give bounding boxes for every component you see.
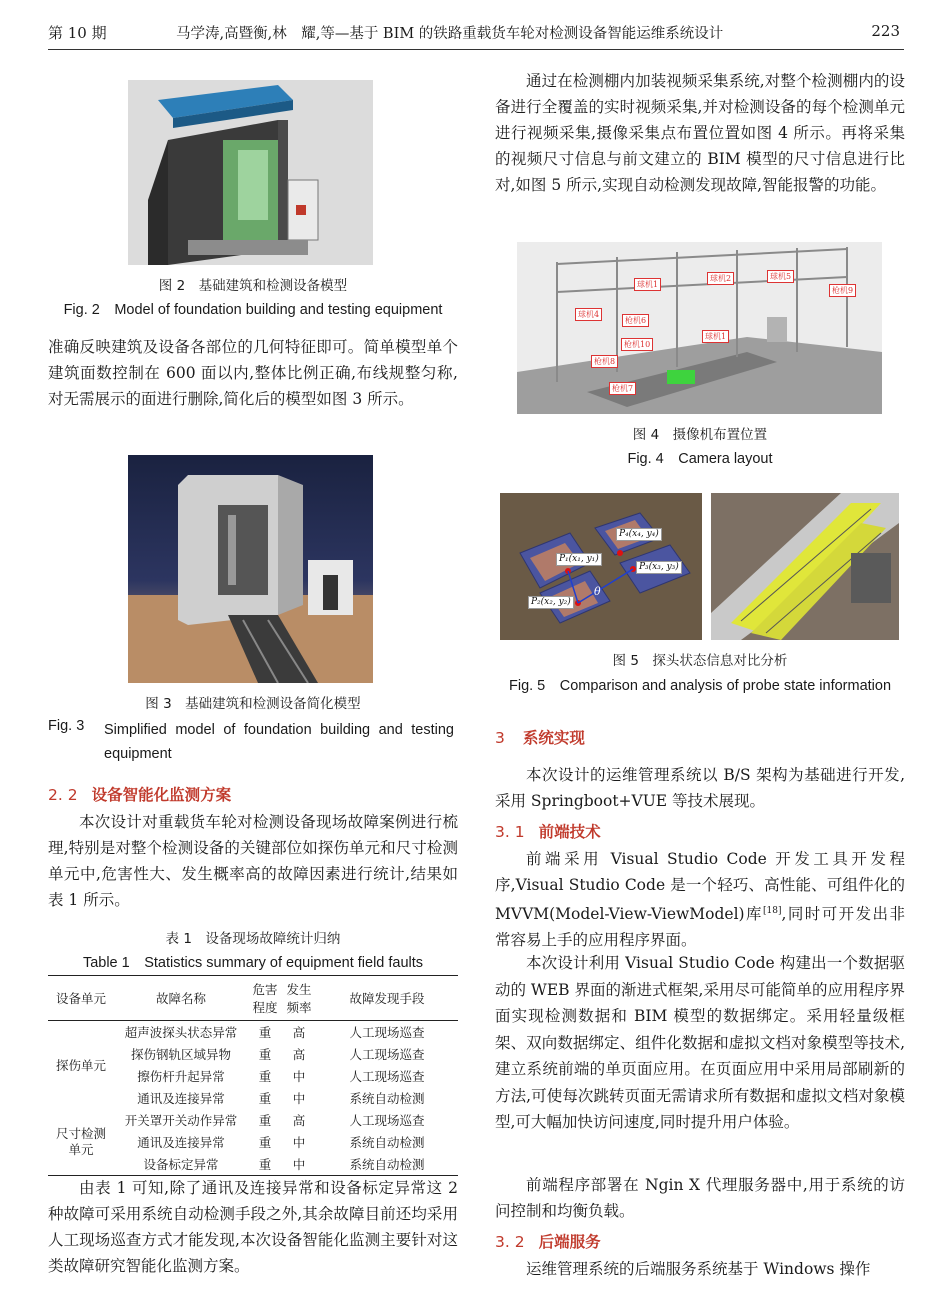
- figure-3-caption-cn: 图 3 基础建筑和检测设备简化模型: [145, 696, 361, 712]
- section-title: 后端服务: [538, 1233, 601, 1251]
- paragraph-3-1b: 本次设计利用 Visual Studio Code 构建出一个数据驱动的 WEB 界面的渐进式框架,采用尽可能简单的应用程序界面实现检测数据和 BIM 模型的数据绑定。采用轻量级框架、双向数据绑定、组件化数据和虚拟文档对象模型等技术,建立系统前端的单页面应用。在页面应用中采用局部刷新的方法,可使每次跳转页面无需请求所有数据和虚拟文档对象模型,可大幅加快访问速度,同时提升用户体验。: [495, 954, 905, 1131]
- section-number: 3. 1: [495, 823, 525, 841]
- table-cell: 重: [258, 1069, 272, 1084]
- table-cell: 人工现场巡查: [349, 1113, 425, 1128]
- table-1-caption-en: Table 1 Statistics summary of equipment field faults: [82, 955, 424, 971]
- table-cell: 探伤钢轨区域异物: [130, 1047, 231, 1062]
- page-number: 223: [871, 22, 900, 40]
- paragraph-3: 本次设计的运维管理系统以 B/S 架构为基础进行开发,采用 Springboot+VUE 等技术展现。: [495, 766, 905, 810]
- camera-label: 枪机8: [591, 355, 618, 368]
- table-cell: 开关罩开关动作异常: [124, 1113, 238, 1128]
- camera-label: 枪机9: [829, 284, 856, 297]
- camera-label: 球机4: [575, 308, 602, 321]
- camera-label: 球机5: [767, 270, 794, 283]
- paragraph-text: 前端采用 Visual Studio Code 开发工具开发程序,Visual Studio Code 是一个轻巧、高性能、可组件化的 MVVM(Model-View-ViewModel)库: [495, 850, 905, 924]
- table-header-cell: 设备单元: [55, 991, 106, 1006]
- camera-layout-illustration: [517, 242, 882, 414]
- camera-label: 球机1: [702, 330, 729, 343]
- camera-label: 枪机10: [621, 338, 653, 351]
- paragraph-simplification: 准确反映建筑及设备各部位的几何特征即可。简单模型单个建筑面数控制在 600 面以内,整体比例正确,布线规整匀称,对无需展示的面进行删除,简化后的模型如图 3 所示。: [48, 338, 458, 408]
- section-3-1-heading: [495, 820, 601, 842]
- table-cell-unit: 尺寸检测单元: [56, 1126, 107, 1157]
- table-row: [48, 1109, 458, 1131]
- table-cell: 系统自动检测: [349, 1135, 425, 1150]
- camera-label: 球机1: [634, 278, 661, 291]
- table-cell: 重: [258, 1025, 272, 1040]
- table-cell-unit: 探伤单元: [55, 1058, 106, 1073]
- section-number: 3: [495, 729, 505, 747]
- table-cell: 设备标定异常: [143, 1157, 219, 1172]
- table-cell: 系统自动检测: [349, 1157, 425, 1172]
- table-cell: 重: [258, 1135, 272, 1150]
- table-cell: 通讯及连接异常: [137, 1091, 225, 1106]
- figure-2-caption-cn: 图 2 基础建筑和检测设备模型: [158, 278, 348, 294]
- running-title: 马学涛,高暨衡,林 耀,等—基于 BIM 的铁路重载货车轮对检测设备智能运维系统设计: [176, 26, 724, 42]
- table-cell: 中: [292, 1157, 306, 1172]
- table-cell: 人工现场巡查: [349, 1025, 425, 1040]
- table-cell: 中: [292, 1135, 306, 1150]
- probe-point-label: P₄(x₄, y₄): [616, 528, 662, 541]
- table-cell: 重: [258, 1157, 272, 1172]
- table-cell: 超声波探头状态异常: [124, 1025, 238, 1040]
- table-cell: 擦伤杆升起异常: [137, 1069, 225, 1084]
- figure-5-right-image: [711, 493, 899, 640]
- table-cell: 系统自动检测: [349, 1091, 425, 1106]
- table-header-cell: 故障发现手段: [349, 991, 425, 1006]
- section-title: 设备智能化监测方案: [91, 786, 232, 804]
- table-cell: 人工现场巡查: [349, 1069, 425, 1084]
- rail-comparison-illustration: [711, 493, 899, 640]
- table-row: [48, 1021, 458, 1044]
- table-cell: 重: [258, 1047, 272, 1062]
- table-1-caption-cn: 表 1 设备现场故障统计归纳: [165, 931, 341, 947]
- table-header-cell: 危害程度: [252, 982, 278, 1015]
- paragraph-video-collection: 通过在检测棚内加装视频采集系统,对整个检测棚内的设备进行全覆盖的实时视频采集,并对检测设备的每个检测单元进行视频采集,摄像采集点布置位置如图 4 所示。再将采集的视频尺寸信息与前文建立的 BIM 模型的尺寸信息进行比对,如图 5 所示,实现自动检测发现故障,智能报警的功能。: [495, 72, 905, 194]
- table-header-cell: 故障名称: [155, 991, 206, 1006]
- figure-3-caption-en-label: Fig. 3: [48, 718, 85, 734]
- paragraph-3-2: 运维管理系统的后端服务系统基于 Windows 操作: [526, 1260, 871, 1278]
- table-cell: 人工现场巡查: [349, 1047, 425, 1062]
- section-3-heading: [495, 726, 585, 748]
- figure-5-caption-en: Fig. 5 Comparison and analysis of probe state information: [508, 678, 892, 694]
- figure-4-caption-cn: 图 4 摄像机布置位置: [632, 427, 768, 443]
- table-header-row: [48, 976, 458, 1021]
- figure-2-caption-en: Fig. 2 Model of foundation building and testing equipment: [63, 302, 443, 318]
- header-rule: [48, 49, 904, 50]
- fault-statistics-table: [48, 975, 458, 1176]
- table-cell: 重: [258, 1113, 272, 1128]
- figure-4-image: [517, 242, 882, 414]
- section-3-2-heading: [495, 1230, 601, 1252]
- building-model-illustration: [128, 80, 373, 265]
- section-title: 系统实现: [522, 729, 585, 747]
- figure-4-caption-en: Fig. 4 Camera layout: [627, 451, 773, 467]
- running-header: [48, 22, 902, 46]
- section-number: 3. 2: [495, 1233, 525, 1251]
- section-title: 前端技术: [538, 823, 601, 841]
- section-2-2-heading: [48, 783, 231, 805]
- figure-5-caption-cn: 图 5 探头状态信息对比分析: [612, 653, 788, 669]
- issue-number: 第 10 期: [48, 24, 107, 42]
- table-cell: 高: [292, 1113, 306, 1128]
- paragraph-text: ,同时可开发出非常容易上手的应用程序界面。: [495, 905, 905, 950]
- camera-label: 枪机6: [622, 314, 649, 327]
- paragraph-3-1a: [495, 846, 905, 953]
- camera-label: 枪机7: [609, 382, 636, 395]
- probe-point-label: P₂(x₂, y₂): [528, 596, 574, 609]
- probe-point-label: P₃(x₃, y₃): [636, 561, 682, 574]
- table-cell: 高: [292, 1047, 306, 1062]
- paragraph-table-analysis: 由表 1 可知,除了通讯及连接异常和设备标定异常这 2 种故障可采用系统自动检测手段之外,其余故障目前还均采用人工现场巡查方式才能发现,本次设备智能化监测主要针对这类故障研究智能化监测方案。: [48, 1179, 458, 1275]
- simplified-model-illustration: [128, 455, 373, 683]
- paragraph-2-2: 本次设计对重载货车轮对检测设备现场故障案例进行梳理,特别是对整个检测设备的关键部位如探伤单元和尺寸检测单元中,危害性大、发生概率高的故障因素进行统计,结果如表 1 所示。: [48, 813, 458, 909]
- table-cell: 高: [292, 1025, 306, 1040]
- camera-label: 球机2: [707, 272, 734, 285]
- table-header-cell: 发生频率: [286, 982, 312, 1015]
- table-cell: 中: [292, 1091, 306, 1106]
- reference-citation: [18]: [762, 906, 782, 916]
- probe-point-label: P₁(x₁, y₁): [556, 553, 602, 566]
- figure-5-left-image: [500, 493, 702, 640]
- table-cell: 重: [258, 1091, 272, 1106]
- angle-label: θ: [594, 585, 601, 598]
- figure-3-image: [128, 455, 373, 683]
- figure-2-image: [128, 80, 373, 265]
- table-cell: 通讯及连接异常: [137, 1135, 225, 1150]
- table-cell: 中: [292, 1069, 306, 1084]
- paragraph-3-1c: 前端程序部署在 Ngin X 代理服务器中,用于系统的访问控制和均衡负载。: [495, 1176, 905, 1220]
- figure-3-caption-en-text: Simplified model of foundation building and testing equipment: [104, 722, 454, 762]
- section-number: 2. 2: [48, 786, 78, 804]
